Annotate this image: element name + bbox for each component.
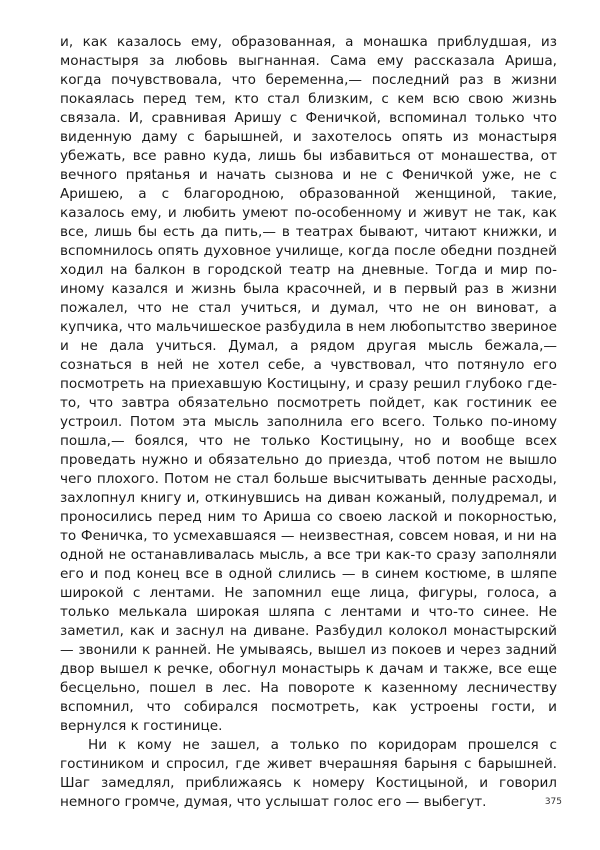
body-text: [60, 33, 557, 812]
paragraph-continued: и, как казалось ему, образованная, а монашка приблудшая, из монастыря за любовь выгнанная. Сама ему рассказала Ариша, когда почувствовала, что беременна,— последний раз в жизни покаялась перед тем, кто стал близким, с кем всю свою жизнь связала. И, сравнивая Аришу с Феничкой, вспоминал только что виденную даму с барышней, и захотелось опять из монастыря убежать, все равно куда, лишь бы избавиться от монашества, от вечного пряtанья и начать сызнова и не с Феничкой уже, не с Аришею, а с благородною, образованной женщиной, такие, казалось ему, и любить умеют по-особенному и живут не так, как все, лишь бы есть да пить,— в театрах бывают, читают книжки, и вспомнилось опять духовное училище, когда после обедни поздней ходил на балкон в городской театр на дневные. Тогда и мир по-иному казался и жизнь была красочней, и в первый раз в жизни пожалел, что не стал учиться, и думал, что не он виноват, а купчика, что мальчишеское разбудила в нем любопытство звериное и не дала учиться. Думал, а рядом другая мысль бежала,— сознаться в ней не хотел себе, а чувствовал, что потянуло его посмотреть на приехавшую Костицыну, и сразу решил глубоко где-то, что завтра обязательно посмотреть пойдет, как гостиник ее устроил. Потом эта мысль заполнила его всего. Только по-иному пошла,— боялся, что не только Костицыну, но и вообще всех проведать нужно и обязательно до приезда, чтоб потом не вышло чего плохого. Потом не стал больше высчитывать денные расходы, захлопнул книгу и, откинувшись на диван кожаный, полудремал, и проносились перед ним то Ариша со своею лаской и покорностью, то Феничка, то усмехавшаяся — неизвестная, совсем новая, и ни на одной не останавливалась мысль, а все три как-то сразу заполняли его и под конец все в одной слились — в синем костюме, в шляпе широкой с лентами. Не запомнил еще лица, фигуры, голоса, а только мелькала широкая шляпа с лентами и что-то синее. Не заметил, как и заснул на диване. Разбудил колокол монастырский — звонили к ранней. Не умываясь, вышел из покоев и через задний двор вышел к речке, обогнул монастырь к дачам и также, все еще бесцельно, пошел в лес. На повороте к казенному лесничеству вспомнил, что собирался посмотреть, как устроены гости, и вернулся к гостинице.: [60, 34, 557, 734]
paragraph: Ни к кому не зашел, а только по коридорам прошелся с гостиником и спросил, где живет вчерашняя барыня с барышней. Шаг замедлял, приближаясь к номеру Костицыной, и говорил немного громче, думая, что услышат голос его — выбегут.: [60, 737, 557, 810]
page-number: 375: [544, 797, 562, 807]
